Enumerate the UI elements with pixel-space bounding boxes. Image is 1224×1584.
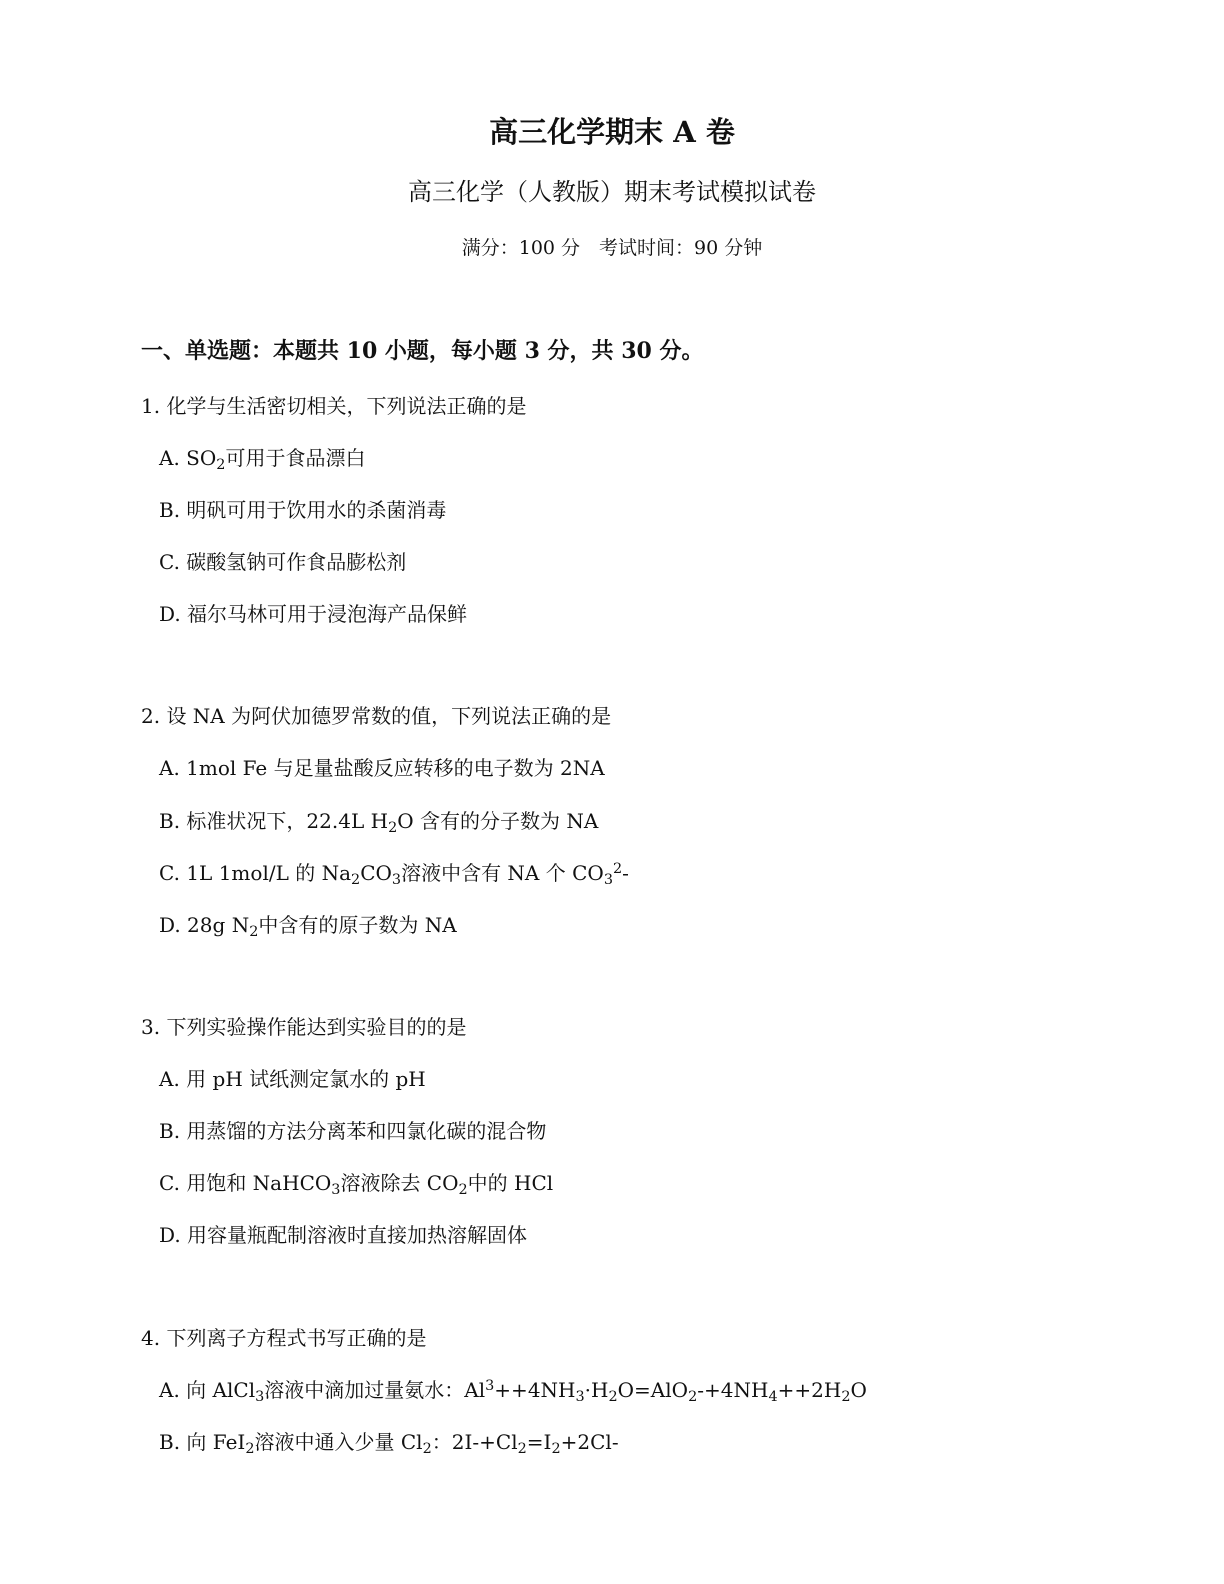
answer-option: A. 用 pH 试纸测定氯水的 pH [159, 1067, 426, 1091]
question-stem: 1. 化学与生活密切相关，下列说法正确的是 [141, 394, 527, 418]
answer-option: C. 碳酸氢钠可作食品膨松剂 [159, 550, 407, 574]
section-heading: 一、单选题：本题共 10 小题，每小题 3 分，共 30 分。 [141, 338, 704, 364]
answer-option: D. 28g $N_2$中含有的原子数为 NA [159, 913, 457, 941]
answer-option: A. 向 AlCl$_3$溶液中滴加过量氨水：$Al^3++4NH_3\cdot H_2O=AlO_2-+4NH_4++2H_2O$ [159, 1377, 867, 1406]
answer-option: C. 1L 1mol/L 的 $Na_2CO_3$溶液中含有 NA 个 $CO_3^2-$ [159, 860, 629, 889]
answer-option: D. 福尔马林可用于浸泡海产品保鲜 [159, 602, 468, 626]
answer-option: A. $SO_2$可用于食品漂白 [159, 446, 366, 474]
question-stem: 2. 设 NA 为阿伏加德罗常数的值，下列说法正确的是 [141, 704, 612, 728]
answer-option: B. 明矾可用于饮用水的杀菌消毒 [159, 498, 447, 522]
exam-meta: 满分：100 分 考试时间：90 分钟 [461, 237, 763, 259]
question-stem: 4. 下列离子方程式书写正确的是 [141, 1326, 427, 1350]
answer-option: C. 用饱和 NaHCO$_3$溶液除去 $CO_2$中的 HCl [159, 1171, 554, 1199]
answer-option: D. 用容量瓶配制溶液时直接加热溶解固体 [159, 1223, 528, 1247]
answer-option: B. 标准状况下，22.4L $H_2O$ 含有的分子数为 NA [159, 809, 599, 837]
page-subtitle: 高三化学（人教版）期末考试模拟试卷 [408, 178, 816, 206]
answer-option: B. 用蒸馏的方法分离苯和四氯化碳的混合物 [159, 1119, 547, 1143]
answer-option: B. 向 FeI$_2$溶液中通入少量 $Cl_2$：$2I-+Cl_2=I_2+2Cl-$ [159, 1430, 619, 1458]
question-stem: 3. 下列实验操作能达到实验目的的是 [141, 1015, 467, 1039]
answer-option: A. 1mol Fe 与足量盐酸反应转移的电子数为 2NA [159, 756, 605, 780]
page-title: 高三化学期末 A 卷 [489, 115, 735, 149]
